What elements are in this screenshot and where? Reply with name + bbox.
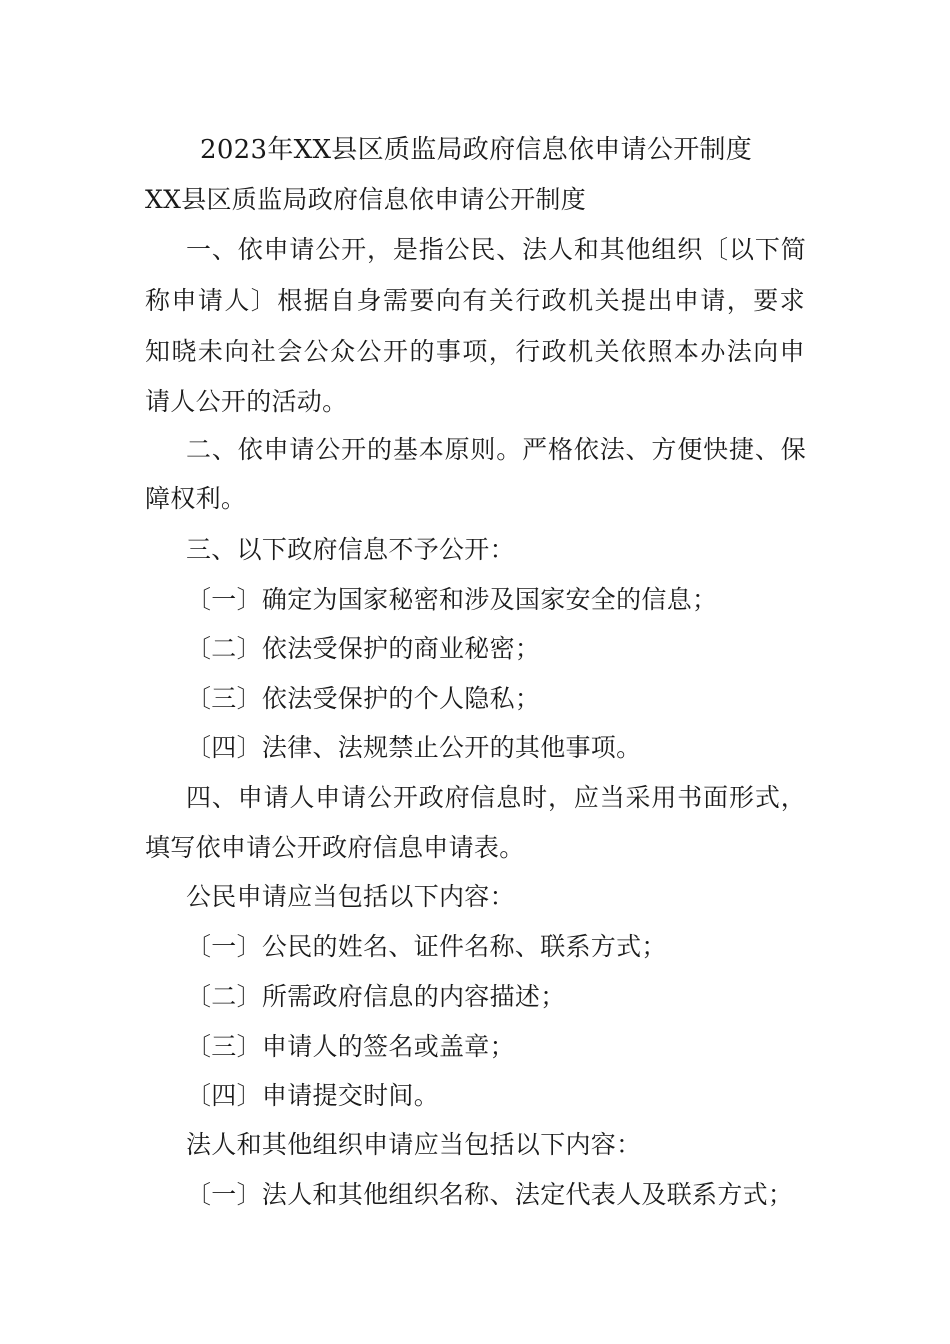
paragraph-line: 四、申请人申请公开政府信息时，应当采用书面形式，: [186, 783, 806, 812]
paragraph-line: 请人公开的活动。: [145, 387, 348, 416]
paragraph-line: 法人和其他组织申请应当包括以下内容：: [186, 1130, 642, 1159]
paragraph-line: 填写依申请公开政府信息申请表。: [145, 833, 525, 862]
paragraph-line: 公民申请应当包括以下内容：: [186, 882, 515, 911]
list-item: 〔四〕法律、法规禁止公开的其他事项。: [186, 733, 642, 762]
list-item: 〔一〕确定为国家秘密和涉及国家安全的信息；: [186, 585, 718, 614]
paragraph-line: 三、以下政府信息不予公开：: [186, 535, 515, 564]
paragraph-line: 一、依申请公开，是指公民、法人和其他组织〔以下简: [186, 235, 806, 264]
list-item: 〔二〕所需政府信息的内容描述；: [186, 982, 566, 1011]
paragraph-line: 二、依申请公开的基本原则。严格依法、方便快捷、保: [186, 435, 806, 464]
list-item: 〔二〕依法受保护的商业秘密；: [186, 634, 541, 663]
list-item: 〔四〕申请提交时间。: [186, 1081, 440, 1110]
list-item: 〔三〕申请人的签名或盖章；: [186, 1032, 515, 1061]
document-subtitle: XX县区质监局政府信息依申请公开制度: [145, 185, 586, 214]
document-title: 2023年XX县区质监局政府信息依申请公开制度: [200, 135, 753, 165]
list-item: 〔一〕公民的姓名、证件名称、联系方式；: [186, 932, 667, 961]
paragraph-line: 知晓未向社会公众公开的事项，行政机关依照本办法向申: [145, 337, 805, 366]
list-item: 〔三〕依法受保护的个人隐私；: [186, 684, 541, 713]
paragraph-line: 障权利。: [145, 484, 247, 513]
list-item: 〔一〕法人和其他组织名称、法定代表人及联系方式；: [186, 1180, 794, 1209]
paragraph-line: 称申请人〕根据自身需要向有关行政机关提出申请，要求: [145, 286, 805, 315]
